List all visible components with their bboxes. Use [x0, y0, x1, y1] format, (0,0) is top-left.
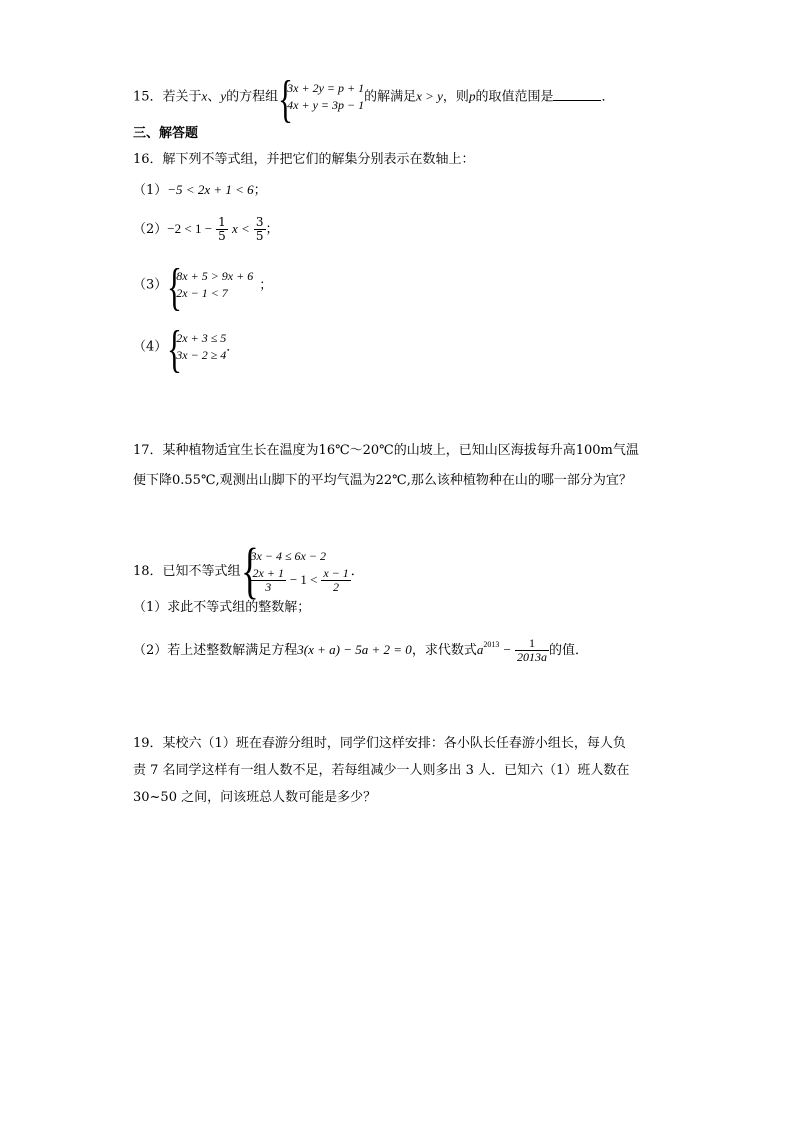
q16-p2-fraction-2 — [254, 216, 266, 243]
q16-part-3 — [133, 259, 273, 316]
q18-end: ． — [350, 564, 364, 579]
q16-part-1 — [133, 181, 267, 200]
fraction-denominator: 5 — [255, 229, 264, 243]
q15-eq1: 3x + 2y = p + 1 — [287, 81, 365, 95]
q16-p1-expr: −5 < 2x + 1 < 6 — [167, 182, 254, 197]
fraction-numerator: x − 1 — [323, 566, 349, 580]
q18-p2-equation: 3(x + a) − 5a + 2 = 0 — [297, 642, 412, 657]
q19-line-1: 19．某校六（1）班在春游分组时，同学们这样安排：各小队长任春游小组长，每人负 — [133, 736, 626, 751]
q16-p2-label: （2） — [133, 222, 168, 237]
q18-p2-pre: （2）若上述整数解满足方程 — [133, 643, 298, 658]
fraction-denominator: 3 — [265, 580, 272, 594]
q18-fraction-3 — [515, 637, 549, 664]
q16-p3-system — [167, 259, 254, 316]
q15-var-x: x — [201, 88, 208, 104]
q16-p3-end: ； — [259, 277, 273, 293]
q18-stem — [133, 537, 364, 605]
fraction-numerator: 1 — [218, 215, 226, 229]
q16-p2-end: ； — [265, 222, 279, 237]
q15-var-p: p — [468, 88, 476, 104]
q18-pre: 18．已知不等式组 — [133, 564, 241, 579]
q15-tail: 的取值范围是 — [475, 89, 554, 105]
q15-end: ． — [601, 89, 615, 105]
answer-blank — [553, 88, 601, 101]
q16-p2-pre: −2 < 1 − — [167, 221, 213, 236]
q16-part-2 — [133, 216, 279, 243]
section-header: 三、解答题 — [133, 126, 199, 141]
fraction-denominator: 2 — [333, 580, 340, 594]
q18-eq1: 3x − 4 ≤ 6x − 2 — [250, 549, 326, 563]
brace-icon: { — [240, 537, 259, 605]
q18-mid: − 1 < — [289, 572, 318, 587]
q16-p2-mid: x < — [231, 221, 250, 236]
q18-part-1: （1）求此不等式组的整数解； — [133, 600, 311, 615]
q18-minus: − — [503, 642, 511, 657]
q16-p4-eq1: 2x + 3 ≤ 5 — [176, 331, 227, 345]
brace-icon: { — [167, 321, 183, 378]
q15-equation-system — [278, 71, 365, 128]
q16-p4-eq2: 3x − 2 ≥ 4 — [176, 348, 227, 362]
q16-p4-end: ． — [226, 339, 240, 355]
q15-eq2: 4x + y = 3p − 1 — [287, 98, 365, 112]
q16-p2-fraction-1 — [216, 216, 228, 243]
question-15 — [133, 71, 615, 128]
q19-line-3: 30~50 之间，问该班总人数可能是多少？ — [133, 790, 377, 805]
q16-p3-eq1: 8x + 5 > 9x + 6 — [176, 269, 254, 283]
brace-icon: { — [167, 259, 183, 316]
q15-sep: 、 — [207, 89, 221, 105]
q15-mid: 的方程组 — [226, 89, 279, 105]
q16-p1-label: （1） — [133, 183, 168, 198]
q16-p3-label: （3） — [133, 277, 168, 293]
q15-condition: x > y — [416, 88, 443, 104]
q15-cond-post: ，则 — [442, 89, 469, 105]
q18-eq2 — [251, 565, 351, 595]
q16-p4-system — [167, 321, 227, 378]
q18-p2-mid: ，求代数式 — [411, 643, 477, 658]
q15-var-y: y — [220, 88, 227, 104]
q16-p4-label: （4） — [133, 339, 168, 355]
q18-fraction-2 — [321, 567, 350, 594]
q16-p3-eq2: 2x − 1 < 7 — [176, 286, 228, 300]
q16-part-4 — [133, 321, 240, 378]
fraction-denominator: 2013a — [516, 650, 547, 664]
q16-p1-end: ； — [253, 183, 267, 198]
brace-icon: { — [278, 71, 294, 128]
q16-stem: 16．解下列不等式组，并把它们的解集分别表示在数轴上： — [133, 152, 475, 167]
fraction-denominator: 5 — [218, 229, 226, 243]
q18-part-2 — [133, 636, 588, 664]
q17-line-1: 17．某种植物适宜生长在温度为16℃～20℃的山坡上，已知山区海拔每升高100m气温 — [133, 443, 639, 458]
q18-exponent: 2013 — [483, 640, 500, 649]
fraction-numerator: 1 — [515, 637, 549, 651]
q15-stem: 15．若关于 — [133, 89, 202, 105]
q18-var-a: a — [476, 642, 484, 657]
fraction-numerator: 2x + 1 — [252, 566, 284, 580]
q18-system — [240, 537, 351, 605]
fraction-numerator: 3 — [255, 215, 264, 229]
q19-line-2: 责 7 名同学这样有一组人数不足，若每组减少一人则多出 3 人．已知六（1）班人数在 — [133, 763, 630, 778]
q15-cond-pre: 的解满足 — [364, 89, 417, 105]
q18-p2-end: 的值． — [548, 643, 588, 658]
q17-line-2: 便下降0.55℃,观测出山脚下的平均气温为22℃,那么该种植物种在山的哪一部分为宜？ — [133, 473, 632, 488]
